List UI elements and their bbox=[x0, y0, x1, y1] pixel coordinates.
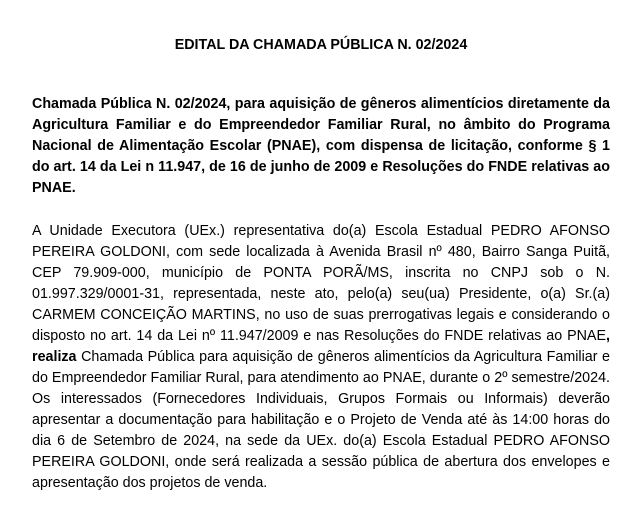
body-text-part1: A Unidade Executora (UEx.) representativa do(a) Escola Estadual PEDRO AFONSO PEREIRA GOLDONI, com sede localizada à Avenida Brasil nº 480, Bairro Sanga Puitã, CEP 79.909-000, município de PONTA PORÃ/MS, inscrita no CNPJ sob o N. 01.997.329/0001-31, representada, neste ato, pelo(a) seu(ua) Presidente, o(a) Sr.(a) CARMEM CONCEIÇÃO MARTINS, no uso de suas prerrogativas legais e considerando o disposto no art. 14 da Lei nº 11.947/2009 e nas Resoluções do FNDE relativas ao PNAE bbox=[32, 223, 610, 344]
body-paragraph bbox=[32, 221, 610, 494]
summary-paragraph: Chamada Pública N. 02/2024, para aquisição de gêneros alimentícios diretamente da Agricultura Familiar e do Empreendedor Familiar Rural, no âmbito do Programa Nacional de Alimentação Escolar (PNAE), com dispensa de licitação, conforme § 1 do art. 14 da Lei n 11.947, de 16 de junho de 2009 e Resoluções do FNDE relativas ao PNAE. bbox=[32, 96, 610, 196]
document-title: EDITAL DA CHAMADA PÚBLICA N. 02/2024 bbox=[174, 37, 468, 53]
body-text-bold-verb: , realiza bbox=[32, 328, 610, 365]
body-text-part3: Chamada Pública para aquisição de gêneros alimentícios da Agricultura Familiar e do Empreendedor Familiar Rural, para atendimento ao PNAE, durante o 2º semestre/2024. Os interessados (Fornecedores Individuais, Grupos Formais ou Informais) deverão apresentar a documentação para habilitação e o Projeto de Venda até às 14:00 horas do dia 6 de Setembro de 2024, na sede da UEx. do(a) Escola Estadual PEDRO AFONSO PEREIRA GOLDONI, onde será realizada a sessão pública de abertura dos envelopes e apresentação dos projetos de venda. bbox=[32, 349, 610, 491]
